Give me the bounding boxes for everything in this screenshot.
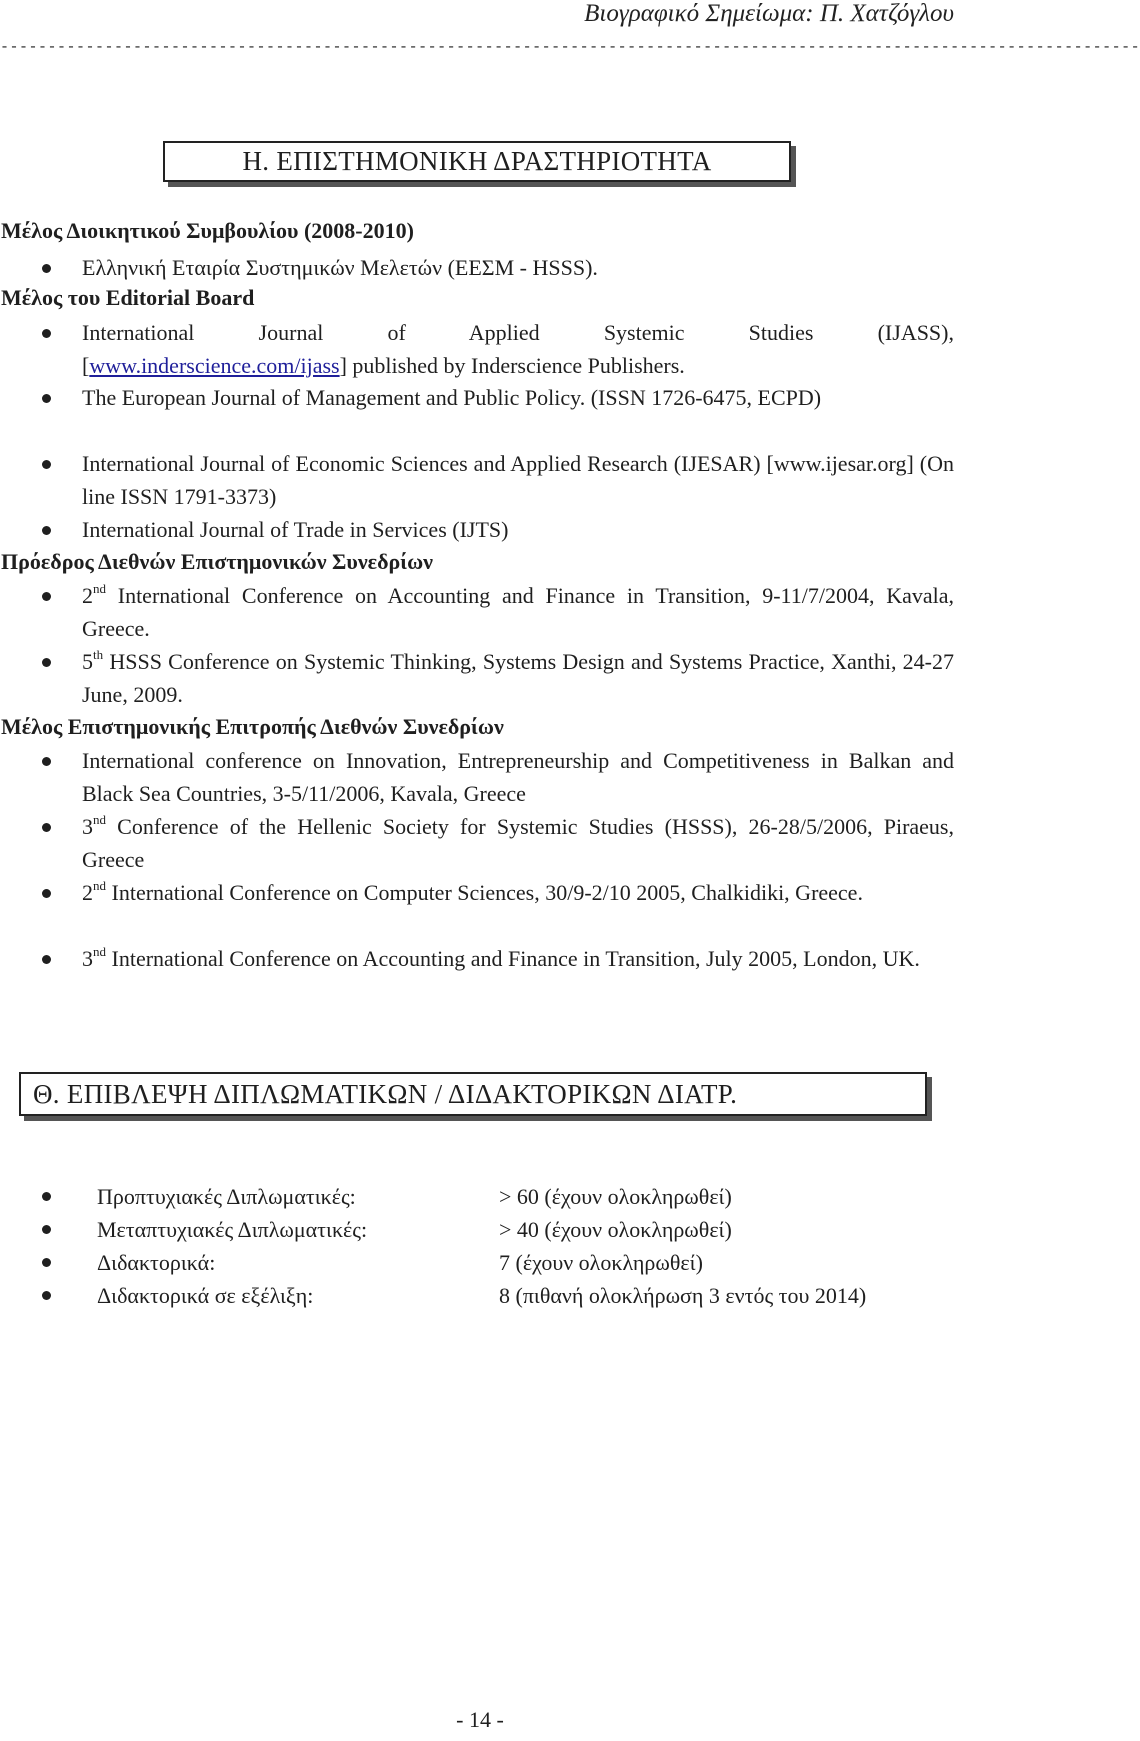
- ijass-publisher: ] published by Inderscience Publishers.: [339, 353, 685, 378]
- section-h-title: Η. ΕΠΙΣΤΗΜΟΝΙΚΗ ΔΡΑΣΤΗΡΙΟΤΗΤΑ: [163, 141, 791, 182]
- supervision-label: Διδακτορικά:: [97, 1250, 216, 1275]
- page-number: - 14 -: [456, 1707, 504, 1732]
- editorial-item-ijass-line1: International Journal of Applied Systemic Studies (IJASS),: [82, 320, 954, 345]
- supervision-value: 8 (πιθανή ολοκλήρωση 3 εντός του 2014): [499, 1283, 867, 1308]
- supervision-value: > 40 (έχουν ολοκληρωθεί): [499, 1217, 732, 1242]
- bullet-icon: [42, 889, 51, 898]
- bullet-icon: [42, 1291, 51, 1300]
- ijass-link[interactable]: www.inderscience.com/ijass: [89, 353, 340, 378]
- header-dashed-rule: ------------------------------------------------------------------------------------------------------------------------: [0, 39, 1140, 56]
- list-item: [0, 1213, 960, 1246]
- running-header: Βιογραφικό Σημείωμα: Π. Χατζόγλου: [584, 0, 954, 27]
- bullet-icon: [42, 1258, 51, 1267]
- supervision-label: Προπτυχιακές Διπλωματικές:: [97, 1184, 356, 1209]
- section-th-title: Θ. ΕΠΙΒΛΕΨΗ ΔΙΠΛΩΜΑΤΙΚΩΝ / ΔΙΔΑΚΤΟΡΙΚΩΝ ΔΙΑΤΡ.: [19, 1072, 927, 1116]
- list-item: [0, 1246, 960, 1279]
- committee-heading: Μέλος Επιστημονικής Επιτροπής Διεθνών Συνεδρίων: [1, 714, 504, 739]
- board-member-item: Ελληνική Εταιρία Συστημικών Μελετών (ΕΕΣΜ - HSSS).: [82, 255, 598, 280]
- bullet-icon: [42, 526, 51, 535]
- list-item: [0, 1180, 960, 1213]
- committee-item-2: 3nd Conference of the Hellenic Society for Systemic Studies (HSSS), 26-28/5/2006, Piraeus, Greece: [82, 812, 954, 872]
- editorial-heading: Μέλος του Editorial Board: [1, 285, 255, 310]
- committee-item-4: 3nd International Conference on Accounting and Finance in Transition, July 2005, London, UK.: [82, 944, 920, 971]
- bullet-icon: [42, 394, 51, 403]
- editorial-item-ijts: International Journal of Trade in Services (IJTS): [82, 517, 509, 542]
- committee-item-3: 2nd International Conference on Computer Sciences, 30/9-2/10 2005, Chalkidiki, Greece.: [82, 878, 863, 905]
- editorial-item-ijesar: International Journal of Economic Sciences and Applied Research (IJESAR) [www.ijesar.org] (On line ISSN 1791-3373): [82, 451, 954, 509]
- bullet-icon: [42, 823, 51, 832]
- bullet-icon: [42, 264, 51, 273]
- bullet-icon: [42, 955, 51, 964]
- committee-item-1: International conference on Innovation, Entrepreneurship and Competitiveness in Balkan and Black Sea Countries, 3-5/11/2006, Kavala, Greece: [82, 748, 954, 806]
- bullet-icon: [42, 658, 51, 667]
- list-item: [0, 1279, 960, 1312]
- chair-item-2: 5th HSSS Conference on Systemic Thinking, Systems Design and Systems Practice, Xanthi, 24-27 June, 2009.: [82, 647, 954, 707]
- editorial-item-ijass: [82, 316, 954, 382]
- supervision-label: Μεταπτυχιακές Διπλωματικές:: [97, 1217, 368, 1242]
- chair-item-1: 2nd International Conference on Accounting and Finance in Transition, 9-11/7/2004, Kavala, Greece.: [82, 581, 954, 641]
- editorial-item-ejmpp: The European Journal of Management and Public Policy. (ISSN 1726-6475, ECPD): [82, 385, 822, 410]
- supervision-label: Διδακτορικά σε εξέλιξη:: [97, 1283, 314, 1308]
- bullet-icon: [42, 329, 51, 338]
- bullet-icon: [42, 757, 51, 766]
- supervision-value: 7 (έχουν ολοκληρωθεί): [499, 1250, 703, 1275]
- chair-heading: Πρόεδρος Διεθνών Επιστημονικών Συνεδρίων: [1, 549, 433, 574]
- board-member-heading: Μέλος Διοικητικού Συμβουλίου (2008-2010): [1, 218, 414, 243]
- supervision-value: > 60 (έχουν ολοκληρωθεί): [499, 1184, 732, 1209]
- bullet-icon: [42, 592, 51, 601]
- bullet-icon: [42, 1192, 51, 1201]
- bullet-icon: [42, 460, 51, 469]
- bullet-icon: [42, 1225, 51, 1234]
- bracket-open: [: [82, 353, 90, 378]
